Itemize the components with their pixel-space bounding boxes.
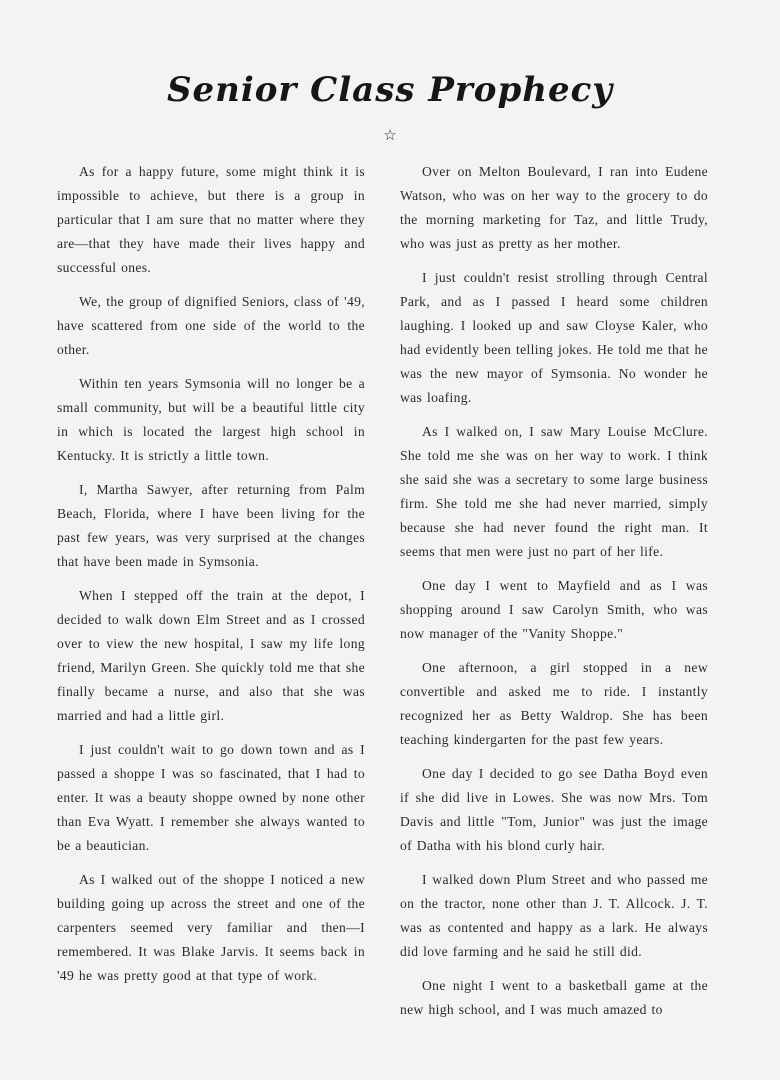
paragraph: I just couldn't resist strolling through Central Park, and as I passed I heard some children laughing. I looked up and saw Cloyse Kaler, who had evidently been telling jokes. He told me that he was the new mayor of Symsonia. No wonder he was loafing. <box>400 270 708 405</box>
paragraph: Over on Melton Boulevard, I ran into Eudene Watson, who was on her way to the grocery to do the morning marketing for Taz, and little Trudy, who was just as pretty as her mother. <box>400 164 708 251</box>
left-column <box>57 160 365 998</box>
paragraph: One afternoon, a girl stopped in a new convertible and asked me to ride. I instantly recognized her as Betty Waldrop. She has been teaching kindergarten for the past few years. <box>400 660 708 747</box>
right-column <box>400 160 708 1032</box>
paragraph: When I stepped off the train at the depot, I decided to walk down Elm Street and as I crossed over to view the new hospital, I saw my life long friend, Marilyn Green. She quickly told me that she finally became a nurse, and also that she was married and had a little girl. <box>57 588 365 723</box>
paragraph: One night I went to a basketball game at the new high school, and I was much amazed to <box>400 978 708 1017</box>
paragraph: As I walked on, I saw Mary Louise McClure. She told me she was on her way to work. I think she said she was a secretary to some large business firm. She told me she had never married, simply because she had never found the right man. It seems that men were just no part of her life. <box>400 424 708 559</box>
paragraph: One day I decided to go see Datha Boyd even if she did live in Lowes. She was now Mrs. Tom Davis and little "Tom, Junior" was just the image of Datha with his blond curly hair. <box>400 766 708 853</box>
page-title: Senior Class Prophecy <box>166 70 614 110</box>
paragraph: We, the group of dignified Seniors, class of '49, have scattered from one side of the world to the other. <box>57 294 365 357</box>
paragraph: I just couldn't wait to go down town and as I passed a shoppe I was so fascinated, that I had to enter. It was a beauty shoppe owned by none other than Eva Wyatt. I remember she always wanted to be a beautician. <box>57 742 365 853</box>
paragraph: I walked down Plum Street and who passed me on the tractor, none other than J. T. Allcock. J. T. was as contented and happy as a lark. He always did love farming and he said he still did. <box>400 872 708 959</box>
paragraph: As I walked out of the shoppe I noticed a new building going up across the street and one of the carpenters seemed very familiar and then—I remembered. It was Blake Jarvis. It seems back in '49 he was pretty good at that type of work. <box>57 872 365 983</box>
paragraph: I, Martha Sawyer, after returning from Palm Beach, Florida, where I have been living for the past few years, was very surprised at the changes that have been made in Symsonia. <box>57 482 365 569</box>
paragraph: As for a happy future, some might think it is impossible to achieve, but there is a group in particular that I am sure that no matter where they are—that they have made their lives happy and successful ones. <box>57 164 365 275</box>
paragraph: One day I went to Mayfield and as I was shopping around I saw Carolyn Smith, who was now manager of the "Vanity Shoppe." <box>400 578 708 641</box>
paragraph: Within ten years Symsonia will no longer be a small community, but will be a beautiful little city in which is located the largest high school in Kentucky. It is strictly a little town. <box>57 376 365 463</box>
star-ornament-icon: ☆ <box>383 128 397 144</box>
